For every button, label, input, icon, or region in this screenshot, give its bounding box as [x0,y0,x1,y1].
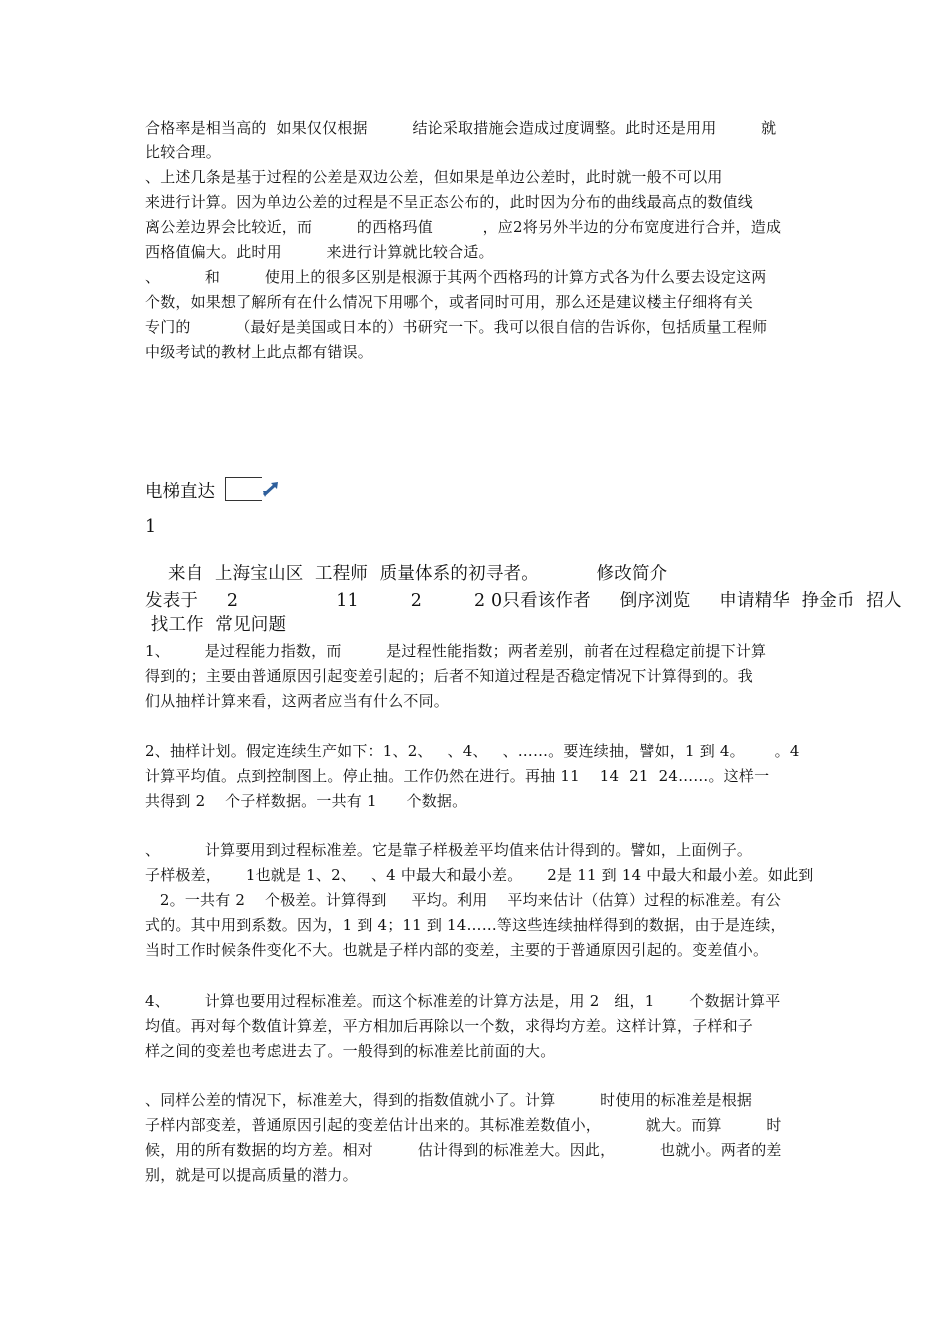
text-line: 共得到 2 个子样数据。一共有 1 个数据。 [145,792,468,810]
text-line: 子样极差， 1也就是 1、2、 、4 中最大和最小差。 2是 11 到 14 中最大和最小差。如此到 [145,866,814,884]
text-line: 中级考试的教材上此点都有错误。 [145,343,374,361]
text-line: 得到的；主要由普通原因引起变差引起的；后者不知道过程是否稳定情况下计算得到的。我 [145,667,754,685]
text-line: 式的。其中用到系数。因为，1 到 4；11 到 14……等这些连续抽样得到的数据，由于是连续， [145,916,786,934]
floor-number: 1 [145,517,157,537]
elevator-jump[interactable] [145,480,282,504]
text-line: 2、抽样计划。假定连续生产如下：1、2、 、4、 、……。要连续抽，譬如，1 到 4。 。4 [145,742,800,760]
text-line: 、 和 使用上的很多区别是根源于其两个西格玛的计算方式各为什么要去设定这两 [145,268,767,286]
text-line: 们从抽样计算来看，这两者应当有什么不同。 [145,692,450,710]
text-line: 来进行计算。因为单边公差的过程是不呈正态公布的，此时因为分布的曲线最高点的数值线 [145,193,754,211]
text-line: 均值。再对每个数值计算差，平方相加后再除以一个数，求得均方差。这样计算，子样和子 [145,1017,754,1035]
text-line: 2。一共有 2 个极差。计算得到 平均。利用 平均来估计（估算）过程的标准差。有公 [145,891,781,909]
post-links[interactable]: 找工作 常见问题 [145,615,287,635]
text-line: 西格值偏大。此时用 来进行计算就比较合适。 [145,243,494,261]
text-line: 离公差边界会比较近，而 的西格玛值 ，应2将另外半边的分布宽度进行合并，造成 [145,218,782,236]
elevator-label: 电梯直达 [145,482,215,502]
text-line: 子样内部变差，普通原因引起的变差估计出来的。其标准差数值小， 就大。而算 时 [145,1116,782,1134]
text-line: 、上述几条是基于过程的公差是双边公差，但如果是单边公差时，此时就一般不可以用 [145,168,723,186]
post-actions[interactable]: 发表于 2 11 2 2 0只看该作者 倒序浏览 申请精华 挣金币 招人 [145,591,902,611]
text-line: 4、 计算也要用过程标准差。而这个标准差的计算方法是，用 2 组，1 个数据计算平 [145,992,781,1010]
text-line: 1、 是过程能力指数，而 是过程性能指数；两者差别，前者在过程稳定前提下计算 [145,642,767,660]
text-line: 个数，如果想了解所有在什么情况下用哪个，或者同时可用，那么还是建议楼主仔细将有关 [145,293,754,311]
text-line: 、 计算要用到过程标准差。它是靠子样极差平均值来估计得到的。譬如，上面例子。 [145,841,753,859]
text-line: 别，就是可以提高质量的潜力。 [145,1166,358,1184]
text-line: 当时工作时候条件变化不大。也就是子样内部的变差，主要的于普通原因引起的。变差值小。 [145,941,769,959]
go-arrow-icon[interactable] [262,477,282,499]
text-line: 候，用的所有数据的均方差。相对 估计得到的标准差大。因此， 也就小。两者的差 [145,1141,782,1159]
text-line: 比较合理。 [145,143,222,161]
text-line: 专门的 （最好是美国或日本的）书研究一下。我可以很自信的告诉你，包括质量工程师 [145,318,768,336]
text-line: 、同样公差的情况下，标准差大，得到的指数值就小了。计算 时使用的标准差是根据 [145,1091,753,1109]
text-line: 样之间的变差也考虑进去了。一般得到的标准差比前面的大。 [145,1042,556,1060]
floor-input-box[interactable] [225,477,262,501]
author-info: 来自 上海宝山区 工程师 质量体系的初寻者。 修改简介 [145,564,668,584]
text-line: 合格率是相当高的 如果仅仅根据 结论采取措施会造成过度调整。此时还是用用 就 [145,119,777,137]
text-line: 计算平均值。点到控制图上。停止抽。工作仍然在进行。再抽 11 14 21 24……。这样一 [145,767,770,785]
